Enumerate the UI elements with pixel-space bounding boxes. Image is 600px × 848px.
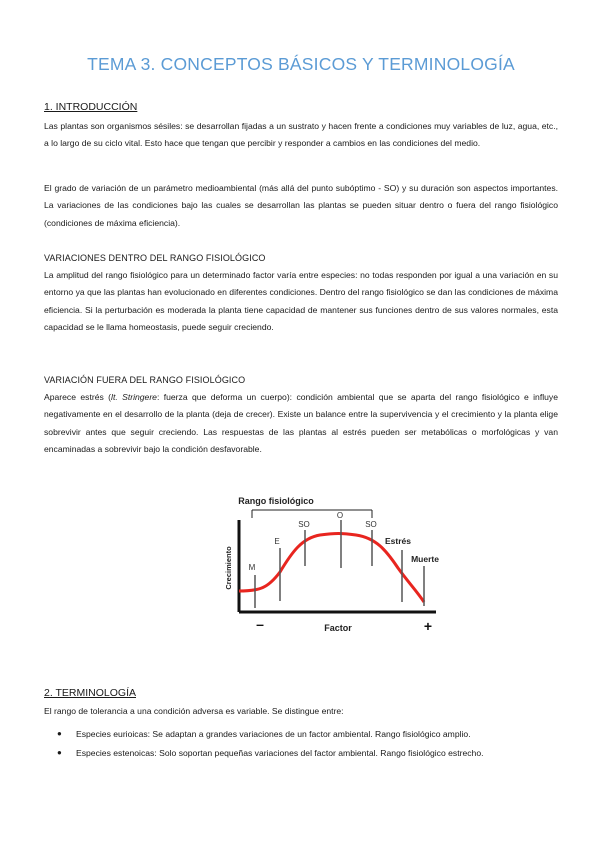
label-estres: Estrés xyxy=(385,536,411,546)
list-item-text: Especies estenoicas: Solo soportan pequeñas variaciones del factor ambiental. Rango fisiológico estrecho. xyxy=(76,748,484,758)
bullet-icon: ● xyxy=(57,729,62,738)
list-item xyxy=(44,726,558,742)
physiological-range-figure xyxy=(180,490,440,645)
label-muerte: Muerte xyxy=(411,554,439,564)
growth-factor-diagram xyxy=(180,490,440,640)
list-item xyxy=(44,745,558,761)
paragraph-intro-1: Las plantas son organismos sésiles: se desarrollan fijadas a un sustrato y hacen frente a condiciones muy variables de luz, agua, etc., a lo largo de su ciclo vital. Esto hace que tengan que percibir y responder a cambios en las condiciones del medio. xyxy=(44,121,558,149)
paragraph-intro-2: El grado de variación de un parámetro medioambiental (más allá del punto subóptimo - SO) y su duración son aspectos importantes. La variaciones de las condiciones bajo las cuales se desarrollan las plantas se pueden situar dentro o fuera del rango fisiológico (condiciones de máxima eficiencia). xyxy=(44,183,558,228)
stress-latin-term: lt. Stringere xyxy=(111,392,157,402)
section-heading-terminologia: 2. TERMINOLOGÍA xyxy=(44,687,136,699)
paragraph-dentro-rango: La amplitud del rango fisiológico para un determinado factor varía entre especies: no todas responden por igual a una variación en su entorno ya que las plantas han evolucionado en diferentes condiciones. Dentro del rango fisiológico se dan las condiciones de máxima eficiencia. Si la perturbación es moderada la planta tiene capacidad de mantener sus funciones dentro de sus valores normales, esta capacidad se le llama homeostasis, puede seguir creciendo. xyxy=(44,270,558,333)
terminology-list xyxy=(44,726,558,761)
subheading-dentro-rango: VARIACIONES DENTRO DEL RANGO FISIOLÓGICO xyxy=(44,253,266,263)
y-axis-label: Crecimiento xyxy=(224,546,233,590)
stress-text-a: Aparece estrés ( xyxy=(44,392,112,402)
list-item-text: Especies eurioicas: Se adaptan a grandes variaciones de un factor ambiental. Rango fisiológico amplio. xyxy=(76,729,471,739)
paragraph-terminologia-intro: El rango de tolerancia a una condición adversa es variable. Se distingue entre: xyxy=(44,706,344,716)
subheading-fuera-rango: VARIACIÓN FUERA DEL RANGO FISIOLÓGICO xyxy=(44,375,246,385)
label-so-right: SO xyxy=(365,520,377,529)
paragraph-fuera-rango xyxy=(44,389,558,459)
document-title: TEMA 3. CONCEPTOS BÁSICOS Y TERMINOLOGÍA xyxy=(87,54,515,74)
bullet-icon: ● xyxy=(57,748,62,757)
section-heading-introduccion: 1. INTRODUCCIÓN xyxy=(44,101,138,113)
label-o: O xyxy=(336,511,344,520)
label-so-left: SO xyxy=(298,520,310,529)
stress-text-b: : fuerza que deforma un cuerpo): condición ambiental que se aparta del rango fisiológico e influye negativamente en el desarrollo de la planta (deja de crecer). Existe un balance entre la supervivencia y el crecimiento y la planta elige sobrevivir antes que seguir creciendo. Las respuestas de las plantas al estrés pueden ser metabólicas o morfológicas y van encaminadas a sobrevivir bajo la condición desfavorable. xyxy=(44,392,558,455)
x-axis-label: Factor xyxy=(324,623,352,633)
x-axis-plus: + xyxy=(423,618,433,634)
label-m: M xyxy=(248,563,256,572)
range-label: Rango fisiológico xyxy=(238,496,314,506)
label-e: E xyxy=(274,537,280,546)
x-axis-minus: – xyxy=(256,616,264,632)
